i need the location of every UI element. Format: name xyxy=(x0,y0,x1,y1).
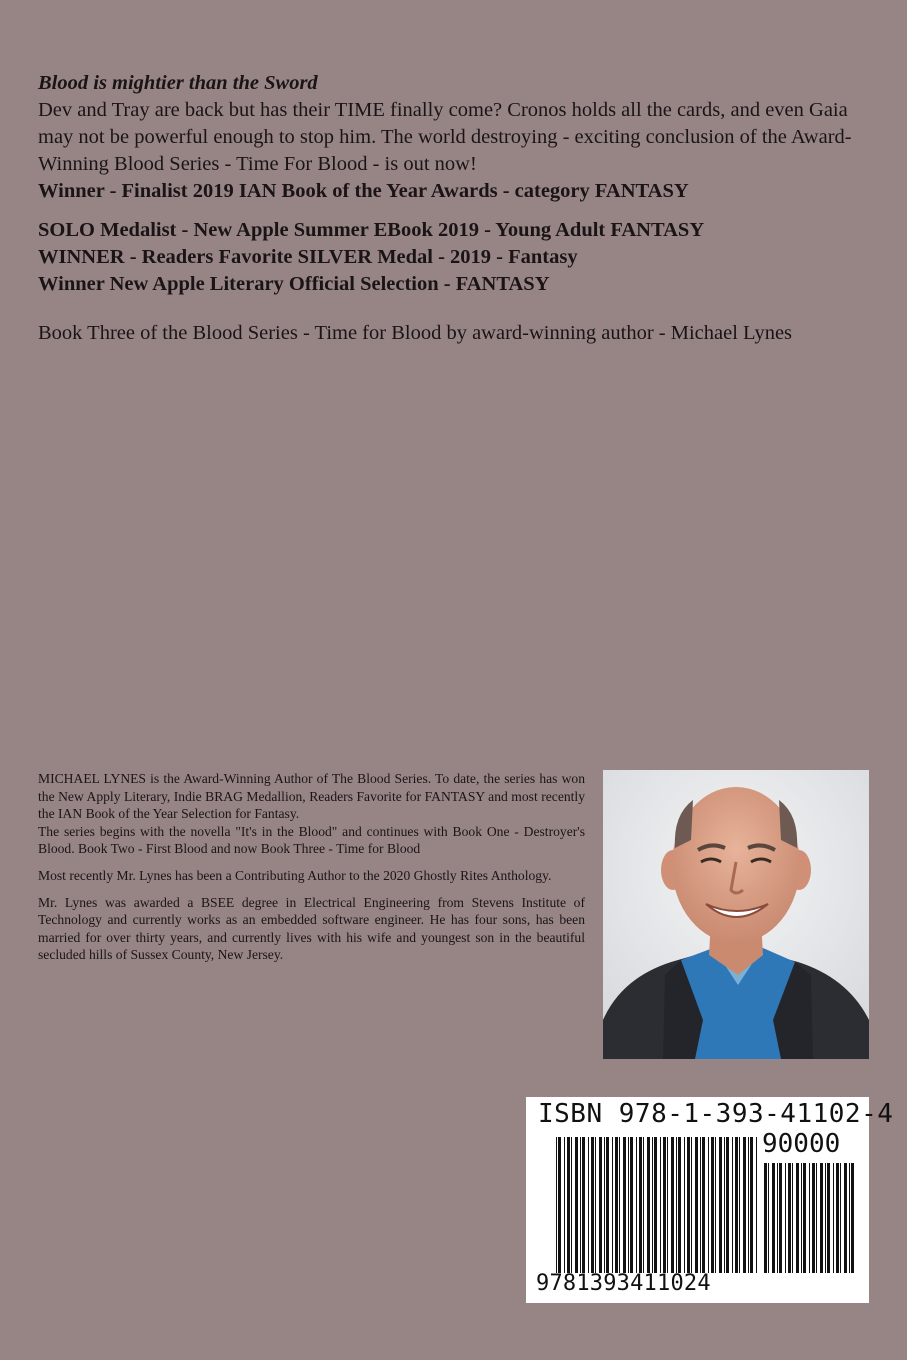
barcode-bar xyxy=(588,1137,589,1273)
barcode-bar xyxy=(684,1137,685,1273)
award-readers-favorite: WINNER - Readers Favorite SILVER Medal - 2019 - Fantasy xyxy=(38,246,578,268)
barcode-bar xyxy=(827,1163,830,1273)
barcode-bar xyxy=(820,1163,823,1273)
bio-background-text: Mr. Lynes was awarded a BSEE degree in Electrical Engineering from Stevens Institute of Technology and currently works as an embedded software engineer. He has four sons, has been married for over thirty years, and currently lives with his wife and youngest son in the beautiful secluded hills of Sussex County, New Jersey. xyxy=(38,894,585,963)
barcode-bar xyxy=(724,1137,725,1273)
barcode-bar xyxy=(803,1163,806,1273)
barcode-bar xyxy=(695,1137,698,1273)
barcode-bar xyxy=(833,1163,834,1273)
bio-series-text: The series begins with the novella "It's in the Blood" and continues with Book One - Destroyer's Blood. Book Two - First Blood and now Book Three - Time for Blood xyxy=(38,823,585,857)
barcode-bar xyxy=(792,1163,793,1273)
barcode-bar xyxy=(615,1137,618,1273)
price-code: 90000 xyxy=(762,1129,841,1159)
barcode-bar xyxy=(825,1163,826,1273)
barcode-bar xyxy=(836,1163,839,1273)
back-cover-blurb xyxy=(38,70,873,347)
award-new-apple-solo: SOLO Medalist - New Apple Summer EBook 2019 - Young Adult FANTASY xyxy=(38,219,705,241)
author-photo xyxy=(603,770,869,1059)
barcode-bar xyxy=(660,1137,661,1273)
barcode-bar xyxy=(571,1137,572,1273)
barcode-bar xyxy=(768,1163,769,1273)
barcode-bar xyxy=(628,1137,629,1273)
barcode-bar xyxy=(676,1137,677,1273)
barcode-bar xyxy=(691,1137,692,1273)
barcode-bar xyxy=(743,1137,746,1273)
barcode-bar xyxy=(715,1137,716,1273)
barcode-bar xyxy=(796,1163,799,1273)
barcode-bar xyxy=(647,1137,650,1273)
barcode-bar xyxy=(700,1137,701,1273)
bio-paragraph xyxy=(38,770,585,858)
barcode-bar xyxy=(750,1137,753,1273)
isbn-number: ISBN 978-1-393-41102-4 xyxy=(538,1099,894,1129)
barcode-bar xyxy=(564,1137,565,1273)
barcode-bar xyxy=(643,1137,644,1273)
barcode-bar xyxy=(772,1163,775,1273)
barcode-bar xyxy=(719,1137,722,1273)
barcode-bar xyxy=(678,1137,681,1273)
barcode-bar xyxy=(756,1137,757,1273)
author-bio xyxy=(38,770,585,964)
barcode-bar xyxy=(708,1137,709,1273)
barcode-bar xyxy=(764,1163,767,1273)
tagline: Blood is mightier than the Sword xyxy=(38,72,318,94)
bio-awards-text: MICHAEL LYNES is the Award-Winning Author of The Blood Series. To date, the series has won the New Apply Literary, Indie BRAG Medallion, Readers Favorite for FANTASY and most recently the IAN Book of the Year Selection for Fantasy. xyxy=(38,771,585,822)
barcode-bar xyxy=(702,1137,705,1273)
barcode-bar xyxy=(851,1163,854,1273)
barcode-bar xyxy=(599,1137,602,1273)
barcode-bar xyxy=(671,1137,674,1273)
barcode-bar xyxy=(687,1137,690,1273)
barcode-bar xyxy=(606,1137,609,1273)
barcode-bar xyxy=(739,1137,740,1273)
barcode-bar xyxy=(604,1137,605,1273)
barcode-bar xyxy=(575,1137,578,1273)
barcode-bar xyxy=(639,1137,642,1273)
barcode-bar xyxy=(726,1137,729,1273)
barcode-bar xyxy=(567,1137,570,1273)
barcode-bar xyxy=(591,1137,594,1273)
barcode-bar xyxy=(711,1137,714,1273)
barcode-bar xyxy=(667,1137,668,1273)
barcode-bar xyxy=(849,1163,850,1273)
barcode-bar xyxy=(582,1137,585,1273)
isbn-barcode xyxy=(526,1097,894,1303)
barcode-bar xyxy=(612,1137,613,1273)
barcode-bar xyxy=(654,1137,657,1273)
barcode-bar xyxy=(812,1163,815,1273)
award-ian: Winner - Finalist 2019 IAN Book of the Year Awards - category FANTASY xyxy=(38,180,689,202)
author-portrait-illustration xyxy=(603,770,869,1059)
barcode-bar xyxy=(840,1163,841,1273)
barcode-bar xyxy=(809,1163,810,1273)
barcode-bar xyxy=(732,1137,733,1273)
barcode-bar xyxy=(595,1137,596,1273)
barcode-bar xyxy=(619,1137,620,1273)
barcode-bar xyxy=(748,1137,749,1273)
barcode-bar xyxy=(630,1137,633,1273)
barcode-bar xyxy=(558,1137,561,1273)
barcode-bar xyxy=(623,1137,626,1273)
barcode-bar xyxy=(580,1137,581,1273)
barcode-bar xyxy=(785,1163,786,1273)
book-description: Dev and Tray are back but has their TIME finally come? Cronos holds all the cards, and even Gaia may not be powerful enough to stop him. The world destroying - exciting conclusion of the Award-Winning Blood Series - Time For Blood - is out now! xyxy=(38,99,852,175)
barcode-bar xyxy=(801,1163,802,1273)
series-line: Book Three of the Blood Series - Time for Blood by award-winning author - Michael Lynes xyxy=(38,322,793,344)
barcode-bar xyxy=(652,1137,653,1273)
ean-number: 9781393411024 xyxy=(536,1271,711,1296)
barcode-bar xyxy=(663,1137,666,1273)
bio-anthology-text: Most recently Mr. Lynes has been a Contributing Author to the 2020 Ghostly Rites Anthology. xyxy=(38,867,552,883)
barcode-bar xyxy=(816,1163,817,1273)
award-new-apple-selection: Winner New Apple Literary Official Selection - FANTASY xyxy=(38,273,550,295)
barcode-bar xyxy=(636,1137,637,1273)
barcode-bar xyxy=(777,1163,778,1273)
barcode-bar xyxy=(735,1137,738,1273)
barcode-bar xyxy=(788,1163,791,1273)
barcode-bar xyxy=(556,1137,557,1273)
barcode-bar xyxy=(779,1163,782,1273)
barcode-bar xyxy=(844,1163,847,1273)
